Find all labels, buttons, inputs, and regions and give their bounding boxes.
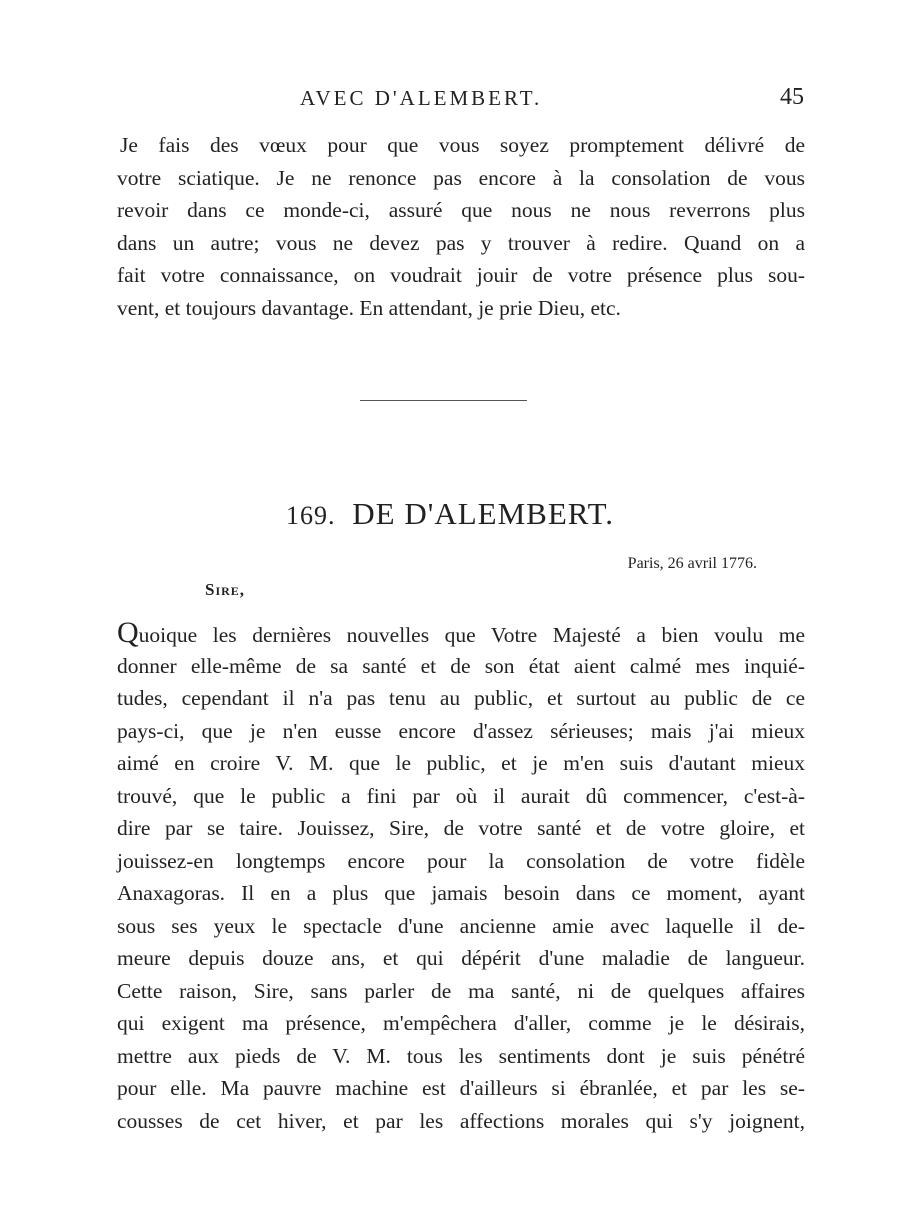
text-line: trouvé, que le public a fini par où il aurait dû commencer, c'est-à- <box>117 784 805 808</box>
text-line: aimé en croire V. M. que le public, et je m'en suis d'autant mieux <box>117 751 805 775</box>
text-line-rest: uoique les dernières nouvelles que Votre Majesté a bien voulu me <box>138 623 805 647</box>
drop-cap: Q <box>117 616 139 649</box>
page-number: 45 <box>780 84 804 110</box>
text-line: Cette raison, Sire, sans parler de ma santé, ni de quelques affaires <box>117 979 805 1003</box>
text-line: pays-ci, que je n'en eusse encore d'assez sérieuses; mais j'ai mieux <box>117 719 805 743</box>
text-line: fait votre connaissance, on voudrait jouir de votre présence plus sou- <box>117 263 805 287</box>
text-line: jouissez-en longtemps encore pour la consolation de votre fidèle <box>117 849 805 873</box>
letter-title <box>0 496 900 532</box>
text-line: qui exigent ma présence, m'empêchera d'aller, comme je le désirais, <box>117 1011 805 1035</box>
section-divider <box>360 400 527 401</box>
text-line: cousses de cet hiver, et par les affections morales qui s'y joignent, <box>117 1109 805 1133</box>
text-line: mettre aux pieds de V. M. tous les sentiments dont je suis pénétré <box>117 1044 805 1068</box>
text-line: Anaxagoras. Il en a plus que jamais besoin dans ce moment, ayant <box>117 881 805 905</box>
salutation: Sire, <box>205 580 246 599</box>
text-line: vent, et toujours davantage. En attendant, je prie Dieu, etc. <box>117 296 621 320</box>
text-line: revoir dans ce monde-ci, assuré que nous ne nous reverrons plus <box>117 198 805 222</box>
text-line: meure depuis douze ans, et qui dépérit d'une maladie de langueur. <box>117 946 805 970</box>
text-line: dans un autre; vous ne devez pas y trouver à redire. Quand on a <box>117 231 805 255</box>
letter-heading: DE D'ALEMBERT. <box>352 496 614 531</box>
text-line: votre sciatique. Je ne renonce pas encore à la consolation de vous <box>117 166 805 190</box>
text-line: tudes, cependant il n'a pas tenu au public, et surtout au public de ce <box>117 686 805 710</box>
text-line: donner elle-même de sa santé et de son état aient calmé mes inquié- <box>117 654 805 678</box>
text-line: sous ses yeux le spectacle d'une ancienne amie avec laquelle il de- <box>117 914 805 938</box>
text-line: Je fais des vœux pour que vous soyez promptement délivré de <box>120 133 805 157</box>
letter-date: Paris, 26 avril 1776. <box>627 555 757 572</box>
text-line <box>117 616 805 649</box>
letter-number: 169. <box>286 501 336 530</box>
text-line: dire par se taire. Jouissez, Sire, de votre santé et de votre gloire, et <box>117 816 805 840</box>
running-header: AVEC D'ALEMBERT. <box>300 86 543 110</box>
text-line: pour elle. Ma pauvre machine est d'ailleurs si ébranlée, et par les se- <box>117 1076 805 1100</box>
